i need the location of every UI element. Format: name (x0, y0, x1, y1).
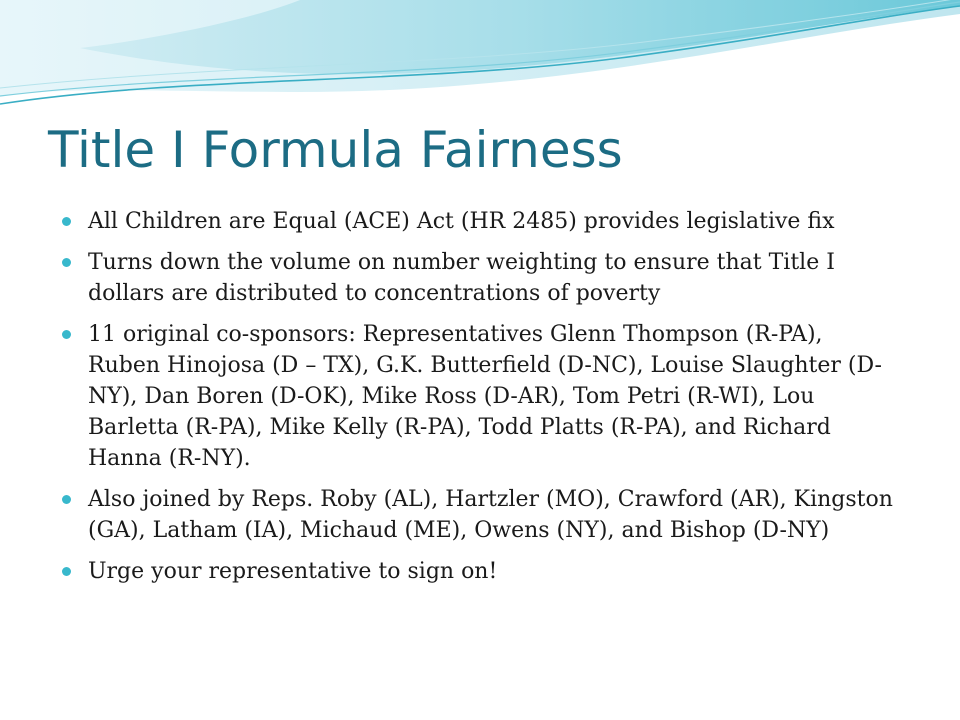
bullet-item (62, 247, 898, 309)
bullet-marker (62, 495, 71, 504)
bullet-text: 11 original co-sponsors: Representatives Glenn Thompson (R-PA), Ruben Hinojosa (D – TX), G.K. Butterfield (D-NC), Louise Slaughter (D-NY), Dan Boren (D-OK), Mike Ross (D-AR), Tom Petri (R-WI), Lou Barletta (R-PA), Mike Kelly (R-PA), Todd Platts (R-PA), and Richard Hanna (R-NY). (88, 322, 882, 471)
bullet-item (62, 319, 898, 474)
bullet-item (62, 556, 898, 587)
bullet-marker (62, 567, 71, 576)
bullet-item (62, 484, 898, 546)
header-wave-decoration (0, 0, 960, 110)
slide-title: Title I Formula Fairness (48, 121, 623, 179)
bullet-marker (62, 217, 71, 226)
bullet-list (62, 206, 898, 597)
bullet-marker (62, 258, 71, 267)
bullet-text: Turns down the volume on number weighting to ensure that Title I dollars are distributed to concentrations of poverty (88, 250, 835, 306)
bullet-item (62, 206, 898, 237)
bullet-text: Also joined by Reps. Roby (AL), Hartzler (MO), Crawford (AR), Kingston (GA), Latham (IA), Michaud (ME), Owens (NY), and Bishop (D-NY) (88, 487, 893, 543)
bullet-text: All Children are Equal (ACE) Act (HR 2485) provides legislative fix (88, 209, 835, 234)
bullet-marker (62, 330, 71, 339)
bullet-text: Urge your representative to sign on! (88, 559, 498, 584)
